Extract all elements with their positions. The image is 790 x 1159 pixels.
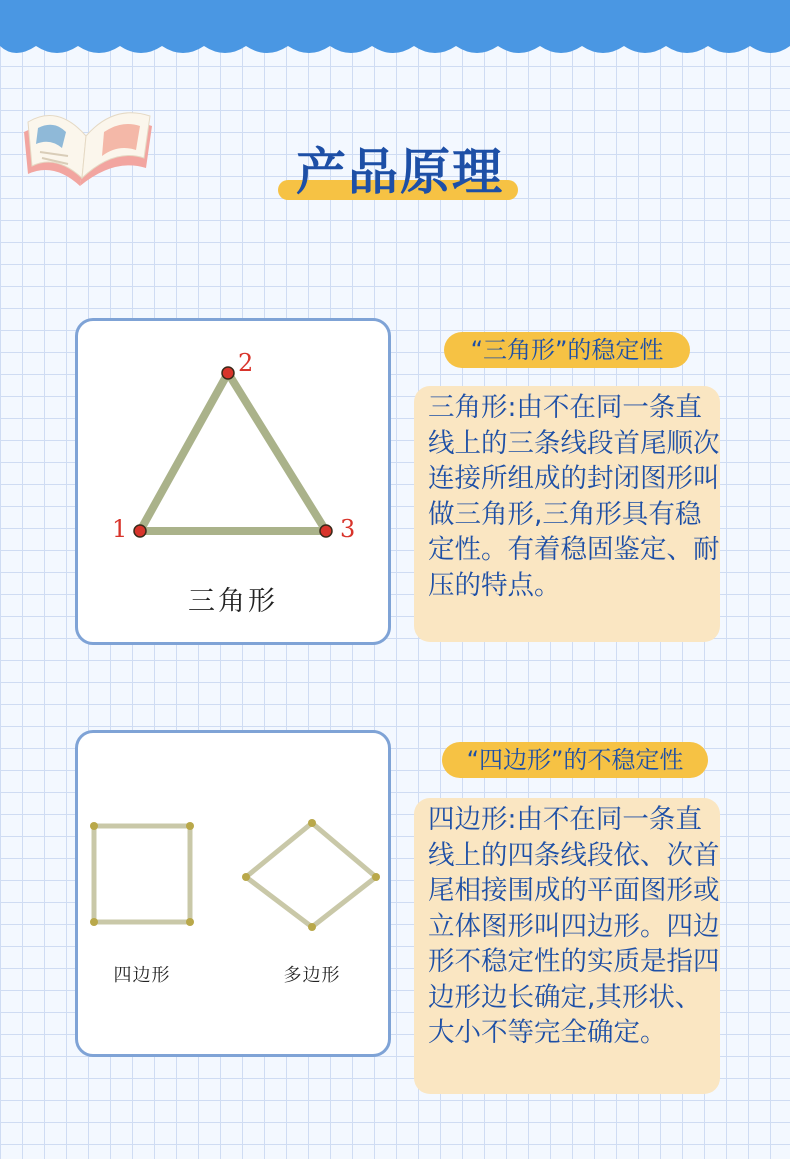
top-wave-band [0, 0, 790, 70]
triangle-figure-card [75, 318, 391, 645]
page-title: 产品原理 [296, 143, 504, 201]
triangle-caption: 三角形 [188, 586, 278, 617]
vertex-label-2: 2 [238, 349, 254, 377]
rhombus-shape [246, 823, 376, 927]
triangle-diagram [78, 321, 388, 571]
triangle-heading: “三角形”的稳定性 [444, 332, 690, 368]
quadrilateral-figure-card [75, 730, 391, 1057]
polygon-caption: 多边形 [283, 965, 341, 986]
vertex-2 [222, 367, 234, 379]
square-caption: 四边形 [113, 965, 171, 986]
quadrilateral-heading: “四边形”的不稳定性 [442, 742, 708, 778]
quadrilateral-diagram [78, 733, 388, 973]
vertex-3 [320, 525, 332, 537]
triangle-description: 三角形:由不在同一条直线上的三条线段首尾顺次连接所组成的封闭图形叫做三角形,三角形具有稳定性。有着稳固鉴定、耐压的特点。 [414, 386, 720, 642]
square-shape [94, 826, 190, 922]
vertex-label-1: 1 [112, 515, 128, 543]
vertex-label-3: 3 [340, 515, 356, 543]
quadrilateral-description: 四边形:由不在同一条直线上的四条线段依、次首尾相接围成的平面图形或立体图形叫四边形。四边形不稳定性的实质是指四边形边长确定,其形状、大小不等完全确定。 [414, 798, 720, 1094]
page-title-block [270, 140, 530, 210]
wave-shape [0, 0, 790, 53]
vertex-1 [134, 525, 146, 537]
open-book-icon [18, 92, 158, 192]
